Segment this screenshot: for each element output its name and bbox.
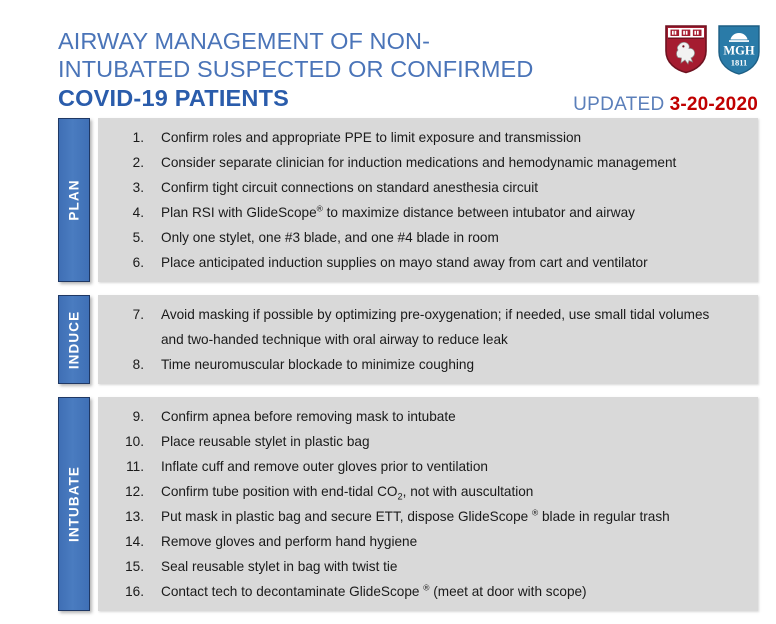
mgh-shield-text: MGH: [723, 43, 755, 58]
list-item: [98, 479, 748, 504]
list-item: [98, 429, 748, 454]
list-item-number: 2.: [132, 155, 144, 170]
list-item-number: 13.: [125, 509, 144, 524]
list-item: [98, 125, 748, 150]
list-item-number: 8.: [132, 357, 144, 372]
list-item-number: 4.: [132, 205, 144, 220]
page-title-line-2: INTUBATED SUSPECTED OR CONFIRMED: [58, 56, 534, 82]
list-item: [98, 250, 748, 275]
section-tab-label: PLAN: [66, 179, 82, 221]
list-item-number: 15.: [125, 559, 144, 574]
list-item-text: Inflate cuff and remove outer gloves prior to ventilation: [161, 459, 488, 474]
list-item-number: 16.: [125, 584, 144, 599]
updated-date: 3-20-2020: [669, 94, 758, 115]
list-item: [98, 175, 748, 200]
list-item-number: 11.: [126, 459, 144, 474]
page-title: [58, 27, 638, 112]
list-item: [98, 150, 748, 175]
section-item-list: [98, 397, 758, 611]
harvard-medical-school-shield-icon: [664, 24, 708, 79]
list-item-text: Contact tech to decontaminate GlideScope ® (meet at door with scope): [161, 582, 587, 599]
list-item-number: 9.: [132, 409, 144, 424]
list-item-number: 1.: [132, 130, 144, 145]
section-tab-plan: [58, 118, 90, 282]
section-item-list: [98, 118, 758, 282]
list-item-number: 3.: [132, 180, 144, 195]
protocol-section: [58, 118, 758, 282]
logo-group: [664, 24, 762, 81]
updated-stamp: [573, 94, 758, 116]
protocol-sections: [58, 118, 758, 624]
list-item-text: Confirm tube position with end-tidal $CO_2$, not with auscultation: [161, 484, 534, 502]
list-item: [98, 504, 748, 529]
list-item: [98, 352, 748, 377]
list-item-text: Remove gloves and perform hand hygiene: [161, 534, 418, 549]
list-item-text: Seal reusable stylet in bag with twist tie: [161, 559, 398, 574]
list-item-number: 10.: [125, 434, 144, 449]
updated-label: UPDATED: [573, 94, 665, 115]
section-tab-label: INTUBATE: [66, 465, 82, 543]
mgh-shield-icon: [716, 24, 762, 81]
list-item-text: Plan RSI with GlideScope® to maximize distance between intubator and airway: [161, 203, 635, 220]
list-item-text: Avoid masking if possible by optimizing pre-oxygenation; if needed, use small tidal volumes and two-handed technique with oral airway to reduce leak: [161, 307, 710, 347]
page-title-emphasis: COVID-19 PATIENTS: [58, 85, 290, 111]
page-title-line-1: AIRWAY MANAGEMENT OF NON-: [58, 28, 431, 54]
protocol-section: [58, 295, 758, 384]
list-item: [98, 225, 748, 250]
list-item-number: 6.: [132, 255, 144, 270]
list-item: [98, 579, 748, 604]
list-item: [98, 302, 748, 352]
page-header: [0, 0, 776, 118]
list-item: [98, 529, 748, 554]
list-item-text: Put mask in plastic bag and secure ETT, dispose GlideScope ® blade in regular trash: [161, 507, 670, 524]
section-tab-label: INDUCE: [66, 310, 82, 369]
list-item-text: Place reusable stylet in plastic bag: [161, 434, 370, 449]
list-item-number: 12.: [125, 484, 144, 499]
list-item: [98, 454, 748, 479]
list-item-text: Time neuromuscular blockade to minimize coughing: [161, 357, 475, 372]
list-item-number: 7.: [132, 307, 144, 322]
list-item: [98, 404, 748, 429]
section-tab-induce: [58, 295, 90, 384]
list-item-text: Confirm apnea before removing mask to intubate: [161, 409, 456, 424]
list-item-text: Confirm tight circuit connections on standard anesthesia circuit: [161, 180, 539, 195]
list-item: [98, 200, 748, 225]
list-item: [98, 554, 748, 579]
section-item-list: [98, 295, 758, 384]
list-item-number: 14.: [125, 534, 144, 549]
list-item-text: Consider separate clinician for induction medications and hemodynamic management: [161, 155, 677, 170]
list-item-text: Place anticipated induction supplies on mayo stand away from cart and ventilator: [161, 255, 648, 270]
mgh-shield-year: 1811: [730, 57, 748, 68]
list-item-text: Only one stylet, one #3 blade, and one #4 blade in room: [161, 230, 499, 245]
list-item-number: 5.: [132, 230, 144, 245]
section-tab-intubate: [58, 397, 90, 611]
list-item-text: Confirm roles and appropriate PPE to limit exposure and transmission: [161, 130, 582, 145]
protocol-section: [58, 397, 758, 611]
